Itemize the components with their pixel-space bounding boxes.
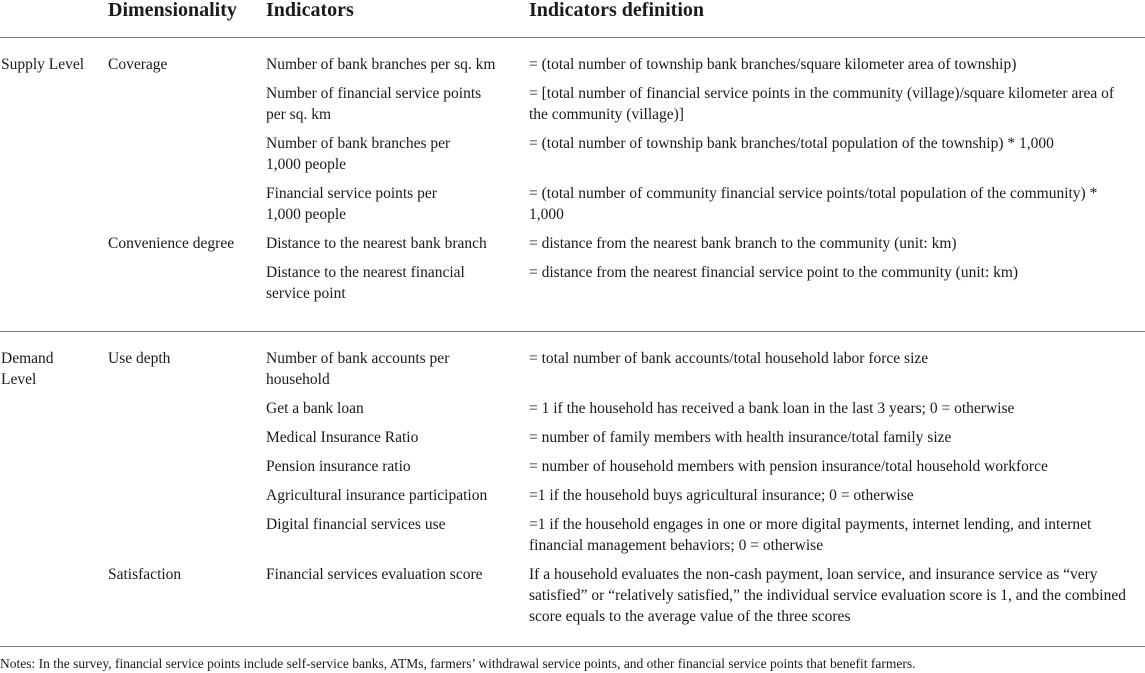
definition-cell-line: satisfied” or “relatively satisfied,” the individual service evaluation score is 1, and the combined xyxy=(529,587,1126,604)
indicator-cell-line: Financial services evaluation score xyxy=(266,566,483,583)
definition-cell xyxy=(529,485,914,506)
table-notes: Notes: In the survey, financial service points include self-service banks, ATMs, farmers’ withdrawal service points, and other financial service points that benefit farmers. xyxy=(0,656,916,671)
indicator-cell xyxy=(266,183,437,225)
definition-cell xyxy=(529,514,1091,556)
column-header-indicators-definition: Indicators definition xyxy=(529,0,705,21)
definition-cell-line: = distance from the nearest financial service point to the community (unit: km) xyxy=(529,264,1019,281)
definition-cell-line: =1 if the household buys agricultural insurance; 0 = otherwise xyxy=(529,487,914,504)
indicator-cell-line: household xyxy=(266,371,330,388)
definition-cell-line: = [total number of financial service points in the community (village)/square kilometer area of xyxy=(529,85,1115,102)
indicator-cell-line: Agricultural insurance participation xyxy=(266,487,488,504)
column-header-indicators: Indicators xyxy=(266,0,354,21)
dimension-label: Convenience degree xyxy=(108,235,235,252)
indicator-cell xyxy=(266,514,445,535)
definition-cell xyxy=(529,262,1018,283)
level-label-line: Supply Level xyxy=(1,56,85,73)
definition-cell xyxy=(529,456,1048,477)
indicator-cell xyxy=(266,54,495,75)
definition-cell xyxy=(529,233,957,254)
definition-cell-line: = (total number of township bank branches/square kilometer area of township) xyxy=(529,56,1017,73)
definition-cell xyxy=(529,133,1054,154)
column-header-dimensionality: Dimensionality xyxy=(108,0,237,21)
indicator-cell xyxy=(266,348,449,390)
indicator-cell-line: Medical Insurance Ratio xyxy=(266,429,419,446)
indicator-cell-line: Digital financial services use xyxy=(266,516,446,533)
definition-cell xyxy=(529,183,1097,225)
dimension-label: Use depth xyxy=(108,350,171,367)
indicator-cell-line: Pension insurance ratio xyxy=(266,458,411,475)
indicator-cell-line: Distance to the nearest bank branch xyxy=(266,235,487,252)
definition-cell-line: = (total number of township bank branches/total population of the township) * 1,000 xyxy=(529,135,1054,152)
indicator-cell xyxy=(266,427,418,448)
section-divider xyxy=(0,331,1145,332)
definition-cell-line: = (total number of community financial service points/total population of the community) * xyxy=(529,185,1098,202)
level-label-line: Demand xyxy=(1,350,54,367)
definition-cell xyxy=(529,348,928,369)
indicator-cell-line: Distance to the nearest financial xyxy=(266,264,465,281)
definition-cell-line: = total number of bank accounts/total household labor force size xyxy=(529,350,929,367)
definition-cell xyxy=(529,427,951,448)
definition-cell-line: = 1 if the household has received a bank loan in the last 3 years; 0 = otherwise xyxy=(529,400,1015,417)
indicator-cell xyxy=(266,133,450,175)
definition-cell xyxy=(529,398,1014,419)
indicator-cell-line: service point xyxy=(266,285,346,302)
dimension-label: Coverage xyxy=(108,56,168,73)
definition-cell-line: = number of household members with pension insurance/total household workforce xyxy=(529,458,1048,475)
indicator-cell-line: Financial service points per xyxy=(266,185,437,202)
definition-cell xyxy=(529,564,1126,627)
indicator-cell-line: 1,000 people xyxy=(266,156,347,173)
indicator-cell xyxy=(266,564,483,585)
definition-cell-line: = number of family members with health insurance/total family size xyxy=(529,429,952,446)
level-label-line: Level xyxy=(1,371,37,388)
indicator-cell xyxy=(266,456,411,477)
indicator-cell xyxy=(266,485,487,506)
definition-cell xyxy=(529,54,1016,75)
indicator-cell xyxy=(266,233,487,254)
definition-cell-line: financial management behaviors; 0 = otherwise xyxy=(529,537,824,554)
table-bottom-rule xyxy=(0,646,1145,647)
level-label xyxy=(1,54,84,75)
definition-cell-line: the community (village)] xyxy=(529,106,684,123)
indicator-cell-line: Number of bank branches per sq. km xyxy=(266,56,496,73)
indicator-cell-line: per sq. km xyxy=(266,106,332,123)
indicator-cell-line: Number of financial service points xyxy=(266,85,482,102)
header-rule xyxy=(0,37,1145,38)
indicator-cell xyxy=(266,262,465,304)
indicator-cell xyxy=(266,83,481,125)
indicator-cell-line: Get a bank loan xyxy=(266,400,364,417)
definition-cell-line: 1,000 xyxy=(529,206,564,223)
definition-cell-line: score equals to the average value of the three scores xyxy=(529,608,851,625)
indicator-cell-line: Number of bank accounts per xyxy=(266,350,450,367)
level-label xyxy=(1,348,54,390)
definition-cell xyxy=(529,83,1114,125)
indicator-cell-line: Number of bank branches per xyxy=(266,135,451,152)
indicator-cell xyxy=(266,398,364,419)
definition-cell-line: = distance from the nearest bank branch to the community (unit: km) xyxy=(529,235,957,252)
dimension-label: Satisfaction xyxy=(108,566,182,583)
indicator-cell-line: 1,000 people xyxy=(266,206,347,223)
definition-cell-line: =1 if the household engages in one or more digital payments, internet lending, and internet xyxy=(529,516,1092,533)
definition-cell-line: If a household evaluates the non-cash payment, loan service, and insurance service as “very xyxy=(529,566,1098,583)
